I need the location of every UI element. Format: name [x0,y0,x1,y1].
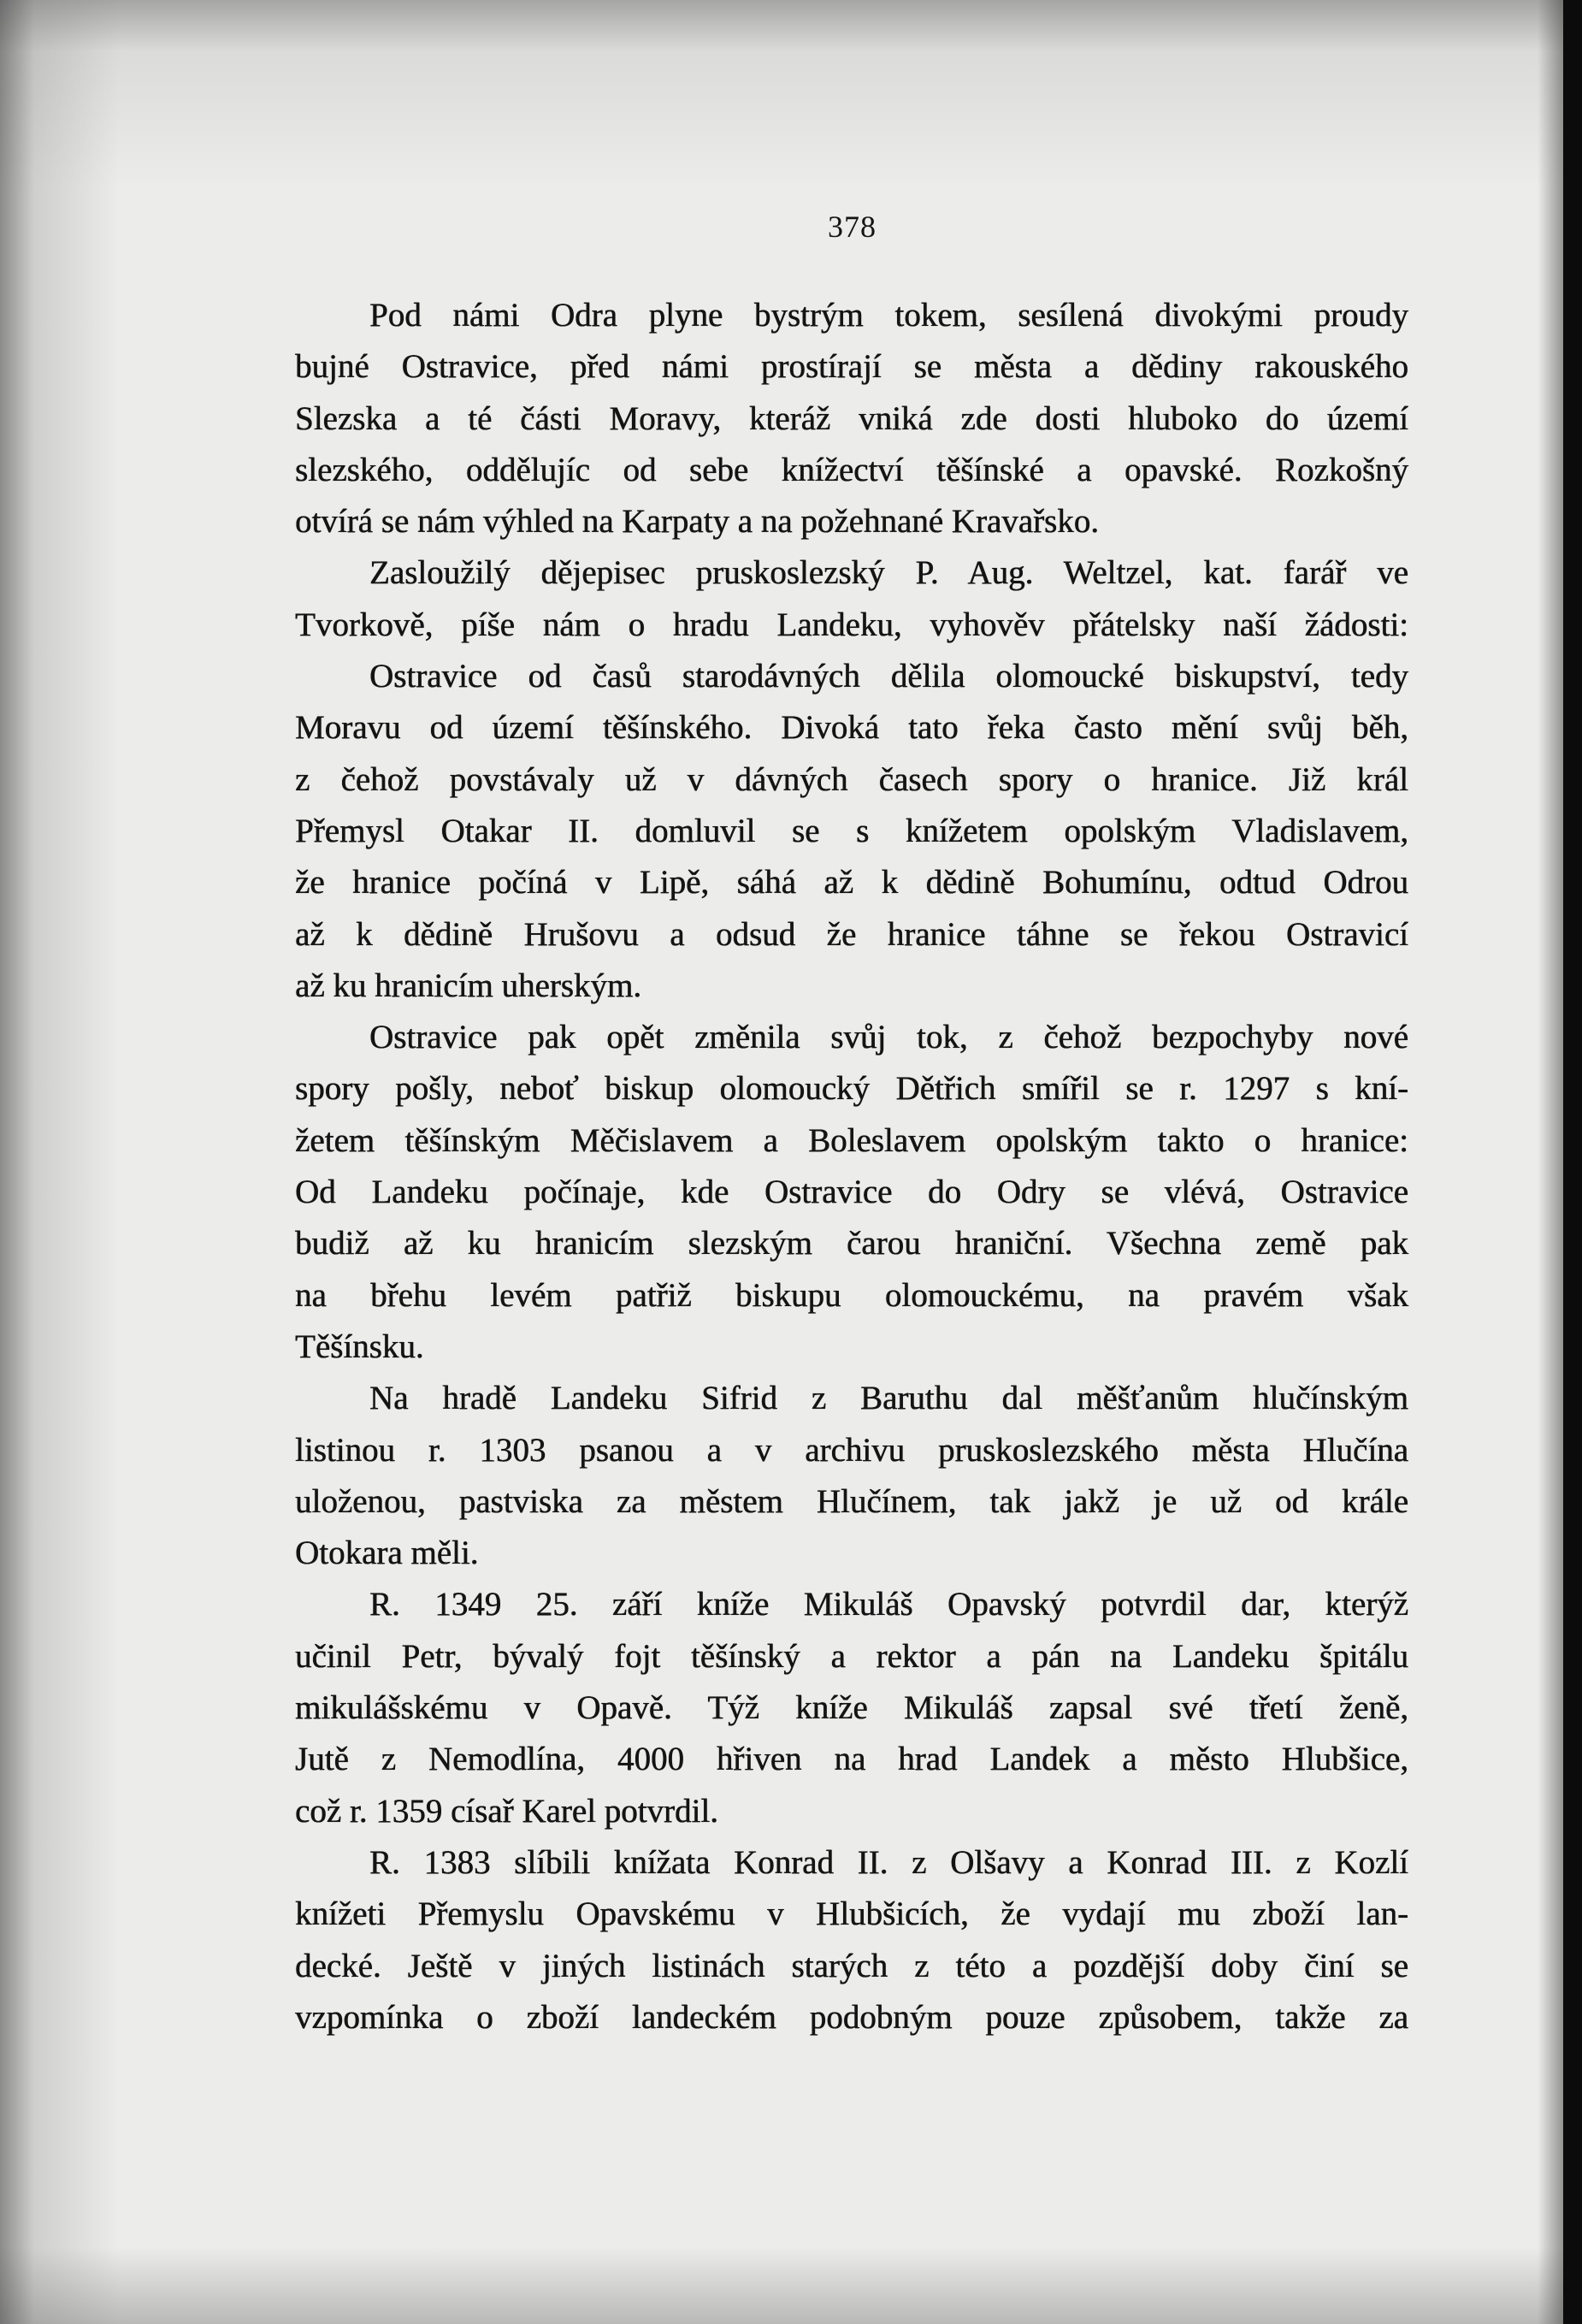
text-line: což r. 1359 císař Karel potvrdil. [295,1792,718,1830]
text-line: bujné Ostravice, před námi prostírají se města a dědiny rakouského [295,348,1408,386]
text-line: Otokara měli. [295,1535,479,1572]
text-line: mikulášskému v Opavě. Týž kníže Mikuláš zapsal své třetí ženě, [295,1689,1408,1727]
text-line: Zasloužilý dějepisec pruskoslezský P. Aug. Weltzel, kat. farář ve [369,554,1408,592]
text-line: Tvorkově, píše nám o hradu Landeku, vyhověv přátelsky naší žádosti: [295,606,1408,643]
text-line: až k dědině Hrušovu a odsud že hranice táhne se řekou Ostravicí [295,915,1408,953]
text-line: R. 1349 25. září kníže Mikuláš Opavský potvrdil dar, kterýž [369,1586,1408,1623]
text-line: až ku hranicím uherským. [295,967,642,1004]
text-line: listinou r. 1303 psanou a v archivu pruskoslezského města Hlučína [295,1431,1408,1469]
text-line: Těšínsku. [295,1328,424,1365]
text-line: na břehu levém patřiž biskupu olomouckému, na pravém však [295,1276,1408,1314]
text-line: uloženou, pastviska za městem Hlučínem, tak jakž je už od krále [295,1482,1408,1520]
text-line: slezského, oddělujíc od sebe knížectví těšínské a opavské. Rozkošný [295,451,1408,488]
text-line: spory pošly, neboť biskup olomoucký Dětřich smířil se r. 1297 s kní- [295,1070,1408,1108]
scan-shadow [1538,0,1563,2324]
text-line: žetem těšínským Měčislavem a Boleslavem opolským takto o hranice: [295,1121,1408,1159]
text-line: Od Landeku počínaje, kde Ostravice do Odry se vlévá, Ostravice [295,1174,1408,1211]
text-line: Na hradě Landeku Sifrid z Baruthu dal měšťanům hlučínským [369,1380,1408,1417]
text-line: Moravu od území těšínského. Divoká tato řeka často mění svůj běh, [295,709,1408,747]
text-line: budiž až ku hranicím slezským čarou hraniční. Všechna země pak [295,1225,1408,1263]
scan-edge [1563,0,1582,2324]
text-line: že hranice počíná v Lipě, sáhá až k dědině Bohumínu, odtud Odrou [295,864,1408,902]
text-line: učinil Petr, bývalý fojt těšínský a rektor a pán na Landeku špitálu [295,1637,1408,1675]
text-line: Ostravice pak opět změnila svůj tok, z čehož bezpochyby nové [369,1019,1408,1056]
text-line: Ostravice od časů starodávných dělila olomoucké biskupství, tedy [369,658,1408,695]
text-line: Slezska a té části Moravy, kteráž vniká zde dosti hluboko do území [295,399,1408,437]
text-line: decké. Ještě v jiných listinách starých z této a pozdější doby činí se [295,1947,1408,1984]
text-line: otvírá se nám výhled na Karpaty a na požehnané Kravařsko. [295,503,1099,541]
body-text [295,290,1408,2043]
text-line: Pod námi Odra plyne bystrým tokem, sesílená divokými proudy [369,297,1408,334]
text-line: Přemysl Otakar II. domluvil se s knížetem opolským Vladislavem, [295,812,1408,849]
text-line: vzpomínka o zboží landeckém podobným pouze způsobem, takže za [295,1998,1408,2036]
text-line: R. 1383 slíbili knížata Konrad II. z Olšavy a Konrad III. z Kozlí [369,1843,1408,1881]
text-line: z čehož povstávaly už v dávných časech spory o hranice. Již král [295,760,1408,798]
text-line: Jutě z Nemodlína, 4000 hřiven na hrad Landek a město Hlubšice, [295,1741,1408,1778]
text-line: knížeti Přemyslu Opavskému v Hlubšicích, že vydají mu zboží lan- [295,1895,1408,1933]
page-number: 378 [828,210,877,244]
